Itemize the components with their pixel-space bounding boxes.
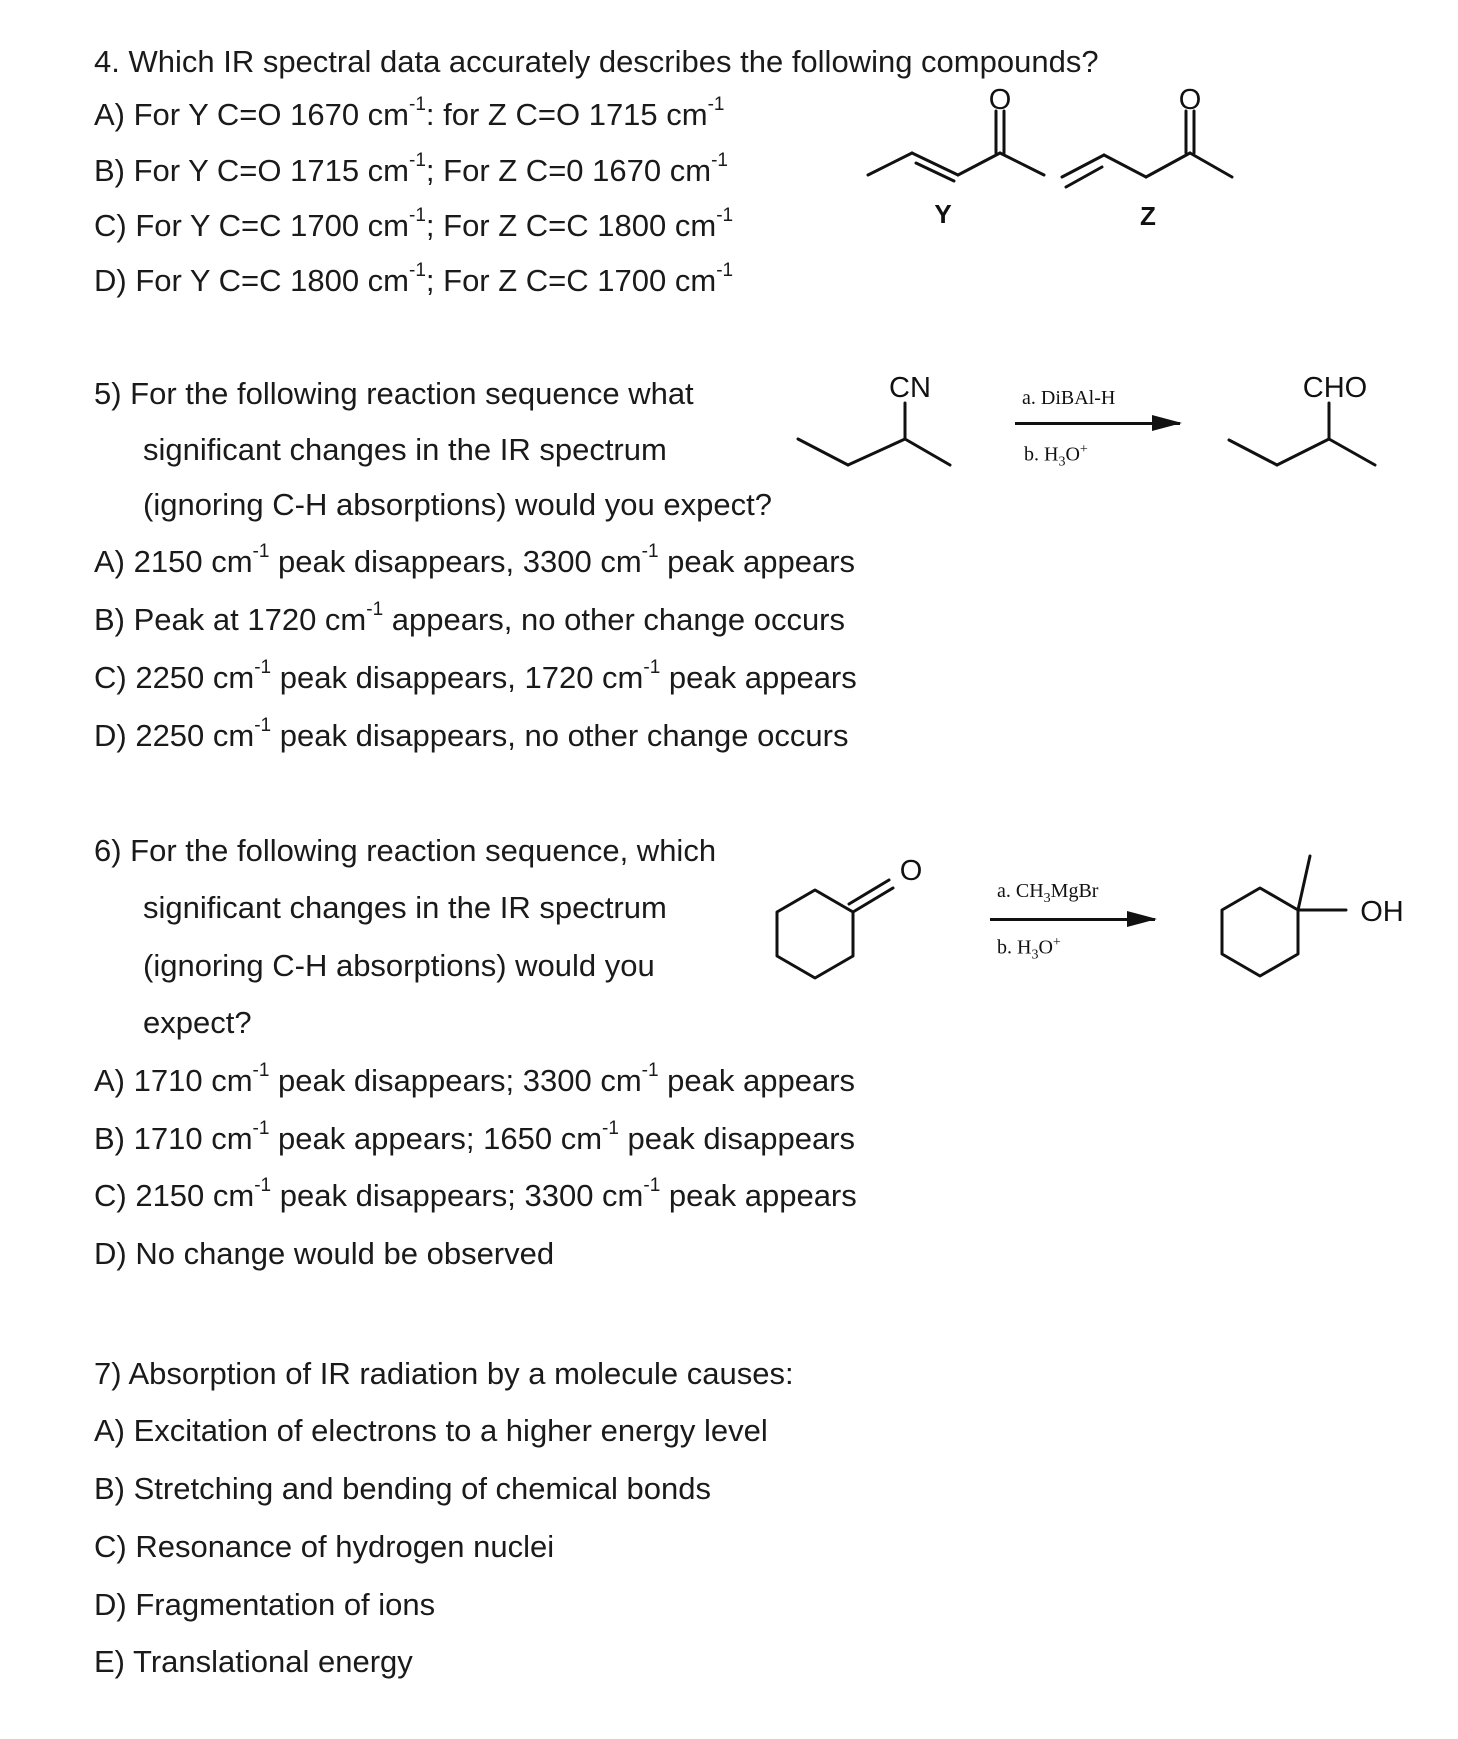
q4-question: 4. Which IR spectral data accurately describes the following compounds? [94,44,1099,79]
q7-question: 7) Absorption of IR radiation by a molecule causes: [94,1356,794,1391]
q6-option-a[interactable]: A) 1710 $cm^{-1}$ peak disappears; 3300 $cm^{-1}$ peak appears [94,1060,856,1098]
q5-reactant-nitrile [790,365,970,475]
q5-question-line-3: (ignoring C-H absorptions) would you expect? [143,487,772,522]
q5-option-a[interactable]: A) 2150 $cm^{-1}$ peak disappears, 3300 $cm^{-1}$ peak appears [94,541,856,579]
q6-question-line-4: expect? [143,1005,252,1040]
q4-option-b[interactable]: B) For Y C=O 1715 $cm^{-1}$; For Z C=0 1670 $cm^{-1}$ [94,150,728,188]
q5-product-aldehyde [1225,365,1395,475]
q7-option-d[interactable]: D) Fragmentation of ions [94,1587,436,1622]
q6-question-line-1: 6) For the following reaction sequence, which [94,833,717,868]
q4-molecules-yz [850,85,1240,240]
q7-option-b[interactable]: B) Stretching and bending of chemical bonds [94,1471,711,1506]
q4-option-a[interactable]: A) For Y C=O 1670 $cm^{-1}$: for Z C=O 1715 $cm^{-1}$ [94,94,725,132]
q5-option-b[interactable]: B) Peak at 1720 $cm^{-1}$ appears, no other change occurs [94,599,846,637]
q6-reactant-cyclohexanone [765,848,955,993]
cn-label: CN [889,372,931,404]
q6-question-line-3: (ignoring C-H absorptions) would you [143,948,655,983]
q6-reagent-b: b. $H_3O^+$ [997,935,1061,963]
q5-reaction-arrow [1015,422,1180,425]
q5-option-d[interactable]: D) 2250 $cm^{-1}$ peak disappears, no other change occurs [94,715,849,753]
q6-reaction-arrow [990,918,1155,921]
q6-option-b[interactable]: B) 1710 $cm^{-1}$ peak appears; 1650 $cm^{-1}$ peak disappears [94,1118,856,1156]
z-oxygen-label: O [1178,84,1202,116]
q5-option-c[interactable]: C) 2250 $cm^{-1}$ peak disappears, 1720 $cm^{-1}$ peak appears [94,657,857,695]
q6-question-line-2: significant changes in the IR spectrum [143,890,667,925]
y-label: Y [934,199,952,229]
cho-label: CHO [1302,372,1368,404]
q6-product-methylcyclohexanol [1210,840,1435,995]
q4-option-d[interactable]: D) For Y C=C 1800 $cm^{-1}$; For Z C=C 1700 $cm^{-1}$ [94,260,734,298]
ketone-oxygen-label: O [899,855,923,887]
q7-option-a[interactable]: A) Excitation of electrons to a higher energy level [94,1413,768,1448]
q5-reagent-a: a. DiBAl-H [1022,387,1116,409]
q7-option-e[interactable]: E) Translational energy [94,1644,413,1679]
q5-question-line-1: 5) For the following reaction sequence what [94,376,694,411]
oh-label: OH [1360,896,1404,928]
q6-option-d[interactable]: D) No change would be observed [94,1236,555,1271]
z-label: Z [1140,201,1156,231]
q6-option-c[interactable]: C) 2150 $cm^{-1}$ peak disappears; 3300 $cm^{-1}$ peak appears [94,1175,857,1213]
molecule-z [1062,84,1232,231]
q4-option-c[interactable]: C) For Y C=C 1700 $cm^{-1}$; For Z C=C 1800 $cm^{-1}$ [94,205,734,243]
y-oxygen-label: O [988,84,1012,116]
q5-question-line-2: significant changes in the IR spectrum [143,432,667,467]
molecule-y [868,84,1044,229]
q7-option-c[interactable]: C) Resonance of hydrogen nuclei [94,1529,555,1564]
q6-reagent-a: a. $CH_3MgBr$ [997,880,1099,906]
q5-reagent-b: b. $H_3O^+$ [1024,442,1088,470]
